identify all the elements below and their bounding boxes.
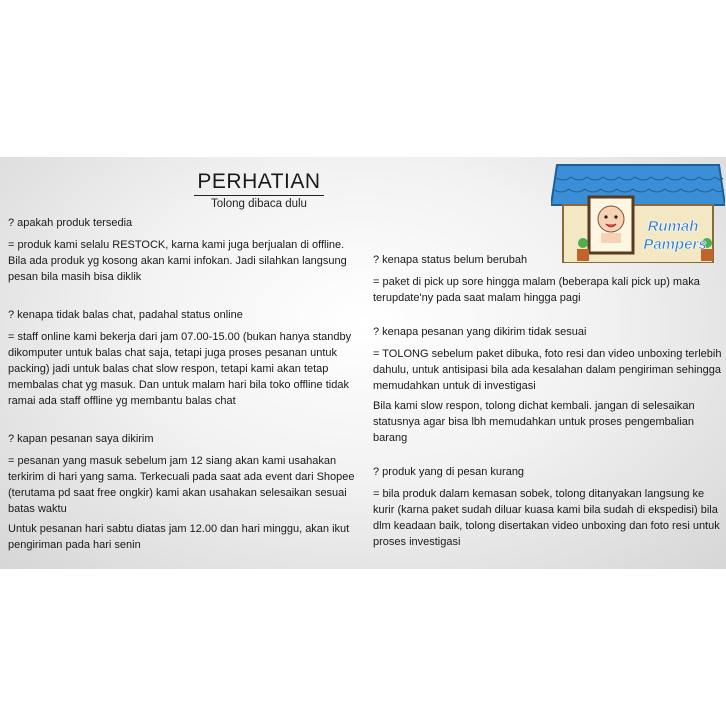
right-column	[373, 252, 723, 554]
answer-mismatch: = TOLONG sebelum paket dibuka, foto resi dan video unboxing terlebih dahulu, untuk antisipasi bila ada kesalahan dalam pengiriman sehingga memudahkan untuk di investigasi	[373, 348, 722, 392]
title-block	[194, 169, 324, 210]
notice-slide	[0, 157, 726, 569]
logo-text-rumah: Rumah	[647, 218, 699, 235]
page-title: PERHATIAN	[194, 169, 324, 196]
answer-status: = paket di pick up sore hingga malam (beberapa kali pick up) maka terupdate'ny pada saat malam hingga pagi	[373, 276, 700, 304]
rumah-pampers-logo	[551, 157, 725, 263]
answer-chat: = staff online kami bekerja dari jam 07.00-15.00 (bukan hanya standby dikomputer untuk balas chat saja, tetapi juga proses pesanan untuk packing) jadi untuk balas chat slow respon, tetapi kami akan tetap membalas chat yg masuk. Dan untuk malam hari bila toko offline tidak ramai ada staff offline yg membantu balas chat	[8, 331, 352, 407]
question-shipping: ? kapan pesanan saya dikirim	[8, 433, 154, 445]
page-subtitle: Tolong dibaca dulu	[211, 198, 307, 210]
logo-text-pampers: Pampers	[643, 236, 707, 253]
answer-mismatch-followup: Bila kami slow respon, tolong dichat kembali. jangan di selesaikan statusnya agar bisa lbh memudahkan untuk proses pengembalian barang	[373, 400, 695, 444]
question-status: ? kenapa status belum berubah	[373, 254, 528, 266]
left-column	[8, 215, 360, 557]
answer-shipping: = pesanan yang masuk sebelum jam 12 siang akan kami usahakan terkirim di hari yang sama. Terkecuali pada saat ada event dari Shopee (terutama pd saat free ongkir) kami akan usahakan selesaikan sesuai batas waktu	[8, 455, 355, 515]
question-missing: ? produk yang di pesan kurang	[373, 466, 525, 478]
answer-shipping-weekend: Untuk pesanan hari sabtu diatas jam 12.00 dan hari minggu, akan ikut pengiriman pada hari senin	[8, 523, 350, 551]
answer-missing: = bila produk dalam kemasan sobek, tolong ditanyakan langsung ke kurir (karna paket sudah diluar kuasa kami bila sudah di ekspedisi) bila dlm keadaan baik, tolong disertakan video unboxing dan foto resi untuk proses investigasi	[373, 488, 720, 548]
question-stock: ? apakah produk tersedia	[8, 217, 133, 229]
question-chat: ? kenapa tidak balas chat, padahal status online	[8, 309, 243, 321]
answer-stock: = produk kami selalu RESTOCK, karna kami juga berjualan di offline. Bila ada produk yg kosong akan kami infokan. Jadi silahkan langsung pesan bila masih bisa diklik	[8, 239, 347, 283]
question-mismatch: ? kenapa pesanan yang dikirim tidak sesuai	[373, 326, 587, 338]
